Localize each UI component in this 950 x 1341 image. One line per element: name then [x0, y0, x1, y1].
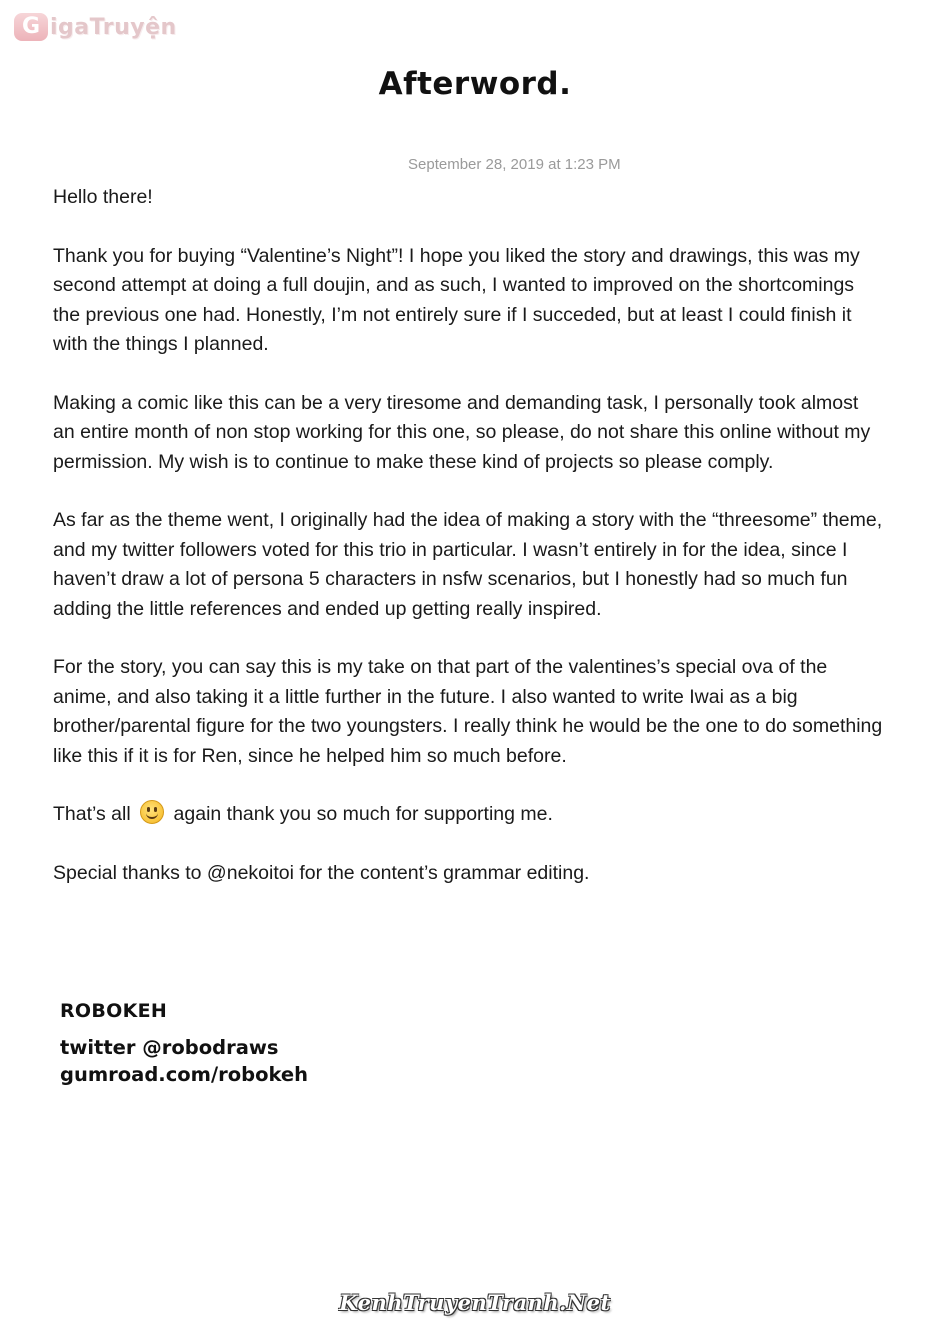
page-title: Afterword.: [378, 66, 572, 102]
closing-text-start: That’s all: [53, 803, 131, 826]
afterword-body: [53, 183, 883, 918]
footer-watermark: KenhTruyenTranh.Net: [339, 1290, 611, 1315]
closing-text-end: again thank you so much for supporting me.: [173, 803, 553, 826]
closing-line: [53, 800, 883, 829]
site-logo-watermark: [14, 10, 214, 44]
slightly-smiling-face-icon: [140, 800, 164, 824]
note-timestamp: September 28, 2019 at 1:23 PM: [408, 156, 621, 173]
paragraph-do-not-share: Making a comic like this can be a very tiresome and demanding task, I personally took almost an entire month of non stop working for this one, so please, do not share this online without my permission. My wish is to continue to make these kind of projects so please comply.: [53, 391, 871, 473]
author-gumroad: gumroad.com/robokeh: [60, 1063, 309, 1086]
paragraph-story: For the story, you can say this is my take on that part of the valentines’s special ova of the anime, and also taking it a little further in the future. I also wanted to write Iwai as a big brother/parental figure for the two youngsters. I really think he would be the one to do something like this if it is for Ren, since he helped him so much before.: [53, 656, 883, 767]
paragraph-thanks-for-buying: Thank you for buying “Valentine’s Night”! I hope you liked the story and drawings, this was my second attempt at doing a full doujin, and as such, I wanted to improved on the shortcomings the previous one had. Honestly, I’m not entirely sure if I succeded, but at least I could finish it with the things I planned.: [53, 244, 860, 356]
logo-text: igaTruyện: [50, 14, 177, 40]
signature-block: [60, 1000, 308, 1088]
author-name: ROBOKEH: [60, 1000, 168, 1022]
logo-mark: G: [14, 13, 48, 41]
greeting: Hello there!: [53, 186, 153, 208]
paragraph-theme: As far as the theme went, I originally had the idea of making a story with the “threesome” theme, and my twitter followers voted for this trio in particular. I wasn’t entirely in for the idea, since I haven’t draw a lot of persona 5 characters in nsfw scenarios, but I honestly had so much fun adding the little references and ended up getting really inspired.: [53, 509, 883, 620]
special-thanks: Special thanks to @nekoitoi for the content’s grammar editing.: [53, 862, 590, 885]
author-twitter: twitter @robodraws: [60, 1036, 279, 1059]
